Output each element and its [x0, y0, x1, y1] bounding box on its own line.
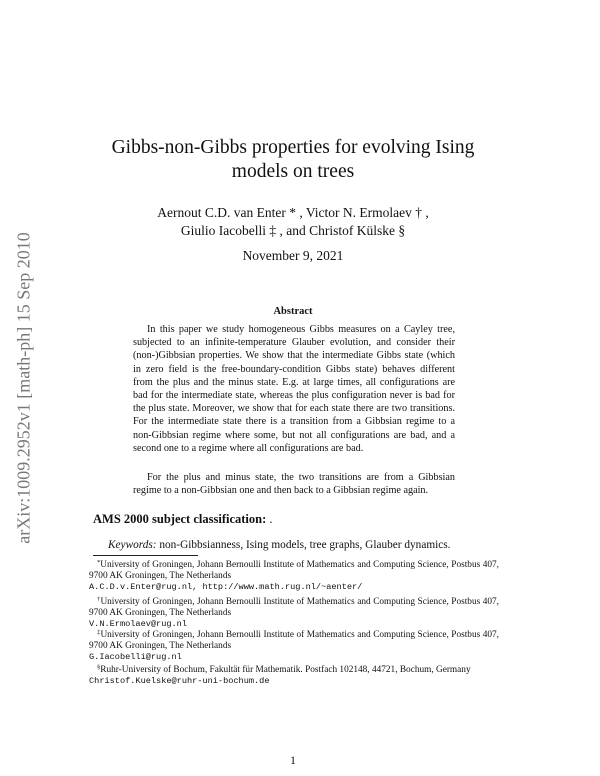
footnote-affiliation: University of Groningen, Johann Bernoulli Institute of Mathematics and Computing Science, Postbus 407, 9700 AK Groningen, The Netherlands	[89, 560, 499, 582]
footnote-contact[interactable]: G.Iacobelli@rug.nl	[89, 652, 182, 663]
ams-classification	[93, 512, 273, 527]
keywords	[108, 539, 451, 551]
keywords-value: non-Gibbsianness, Ising models, tree graphs, Glauber dynamics.	[159, 539, 451, 551]
abstract-paragraph-1: In this paper we study homogeneous Gibbs measures on a Cayley tree, subjected to an infinite-temperature Glauber evolution, and consider their (non-)Gibbsian properties. We show that the intermediate Gibbs state (which in zero field is the free-boundary-condition Gibbs state) behaves different from the plus and the minus state. E.g. at large times, all configurations are bad for the intermediate state, whereas the plus configuration never is bad for the plus state. Moreover, we show that for each state there are two transitions. For the intermediate state there is a transition from a Gibbsian regime to a non-Gibbsian regime where some, but not all configurations are bad, and a second one to a regime where all configurations are bad.	[133, 324, 455, 454]
abstract-paragraph-2: For the plus and minus state, the two transitions are from a Gibbsian regime to a non-Gibbsian one and then back to a Gibbsian regime again.	[133, 472, 455, 497]
page-number: 1	[290, 753, 296, 767]
footnote-mark: †	[97, 596, 101, 603]
footnote-contact[interactable]: A.C.D.v.Enter@rug.nl, http://www.math.rug.nl/~aenter/	[89, 582, 363, 593]
footnote-affiliation: University of Groningen, Johann Bernoulli Institute of Mathematics and Computing Science, Postbus 407, 9700 AK Groningen, The Netherlands	[89, 630, 500, 652]
paper-date: November 9, 2021	[242, 248, 344, 263]
footnote-mark: *	[97, 559, 101, 566]
footnote-mark: §	[97, 664, 101, 671]
footnote-contact[interactable]: Christof.Kuelske@ruhr-uni-bochum.de	[89, 676, 270, 687]
ams-value: .	[269, 512, 273, 526]
author-line-2: Giulio Iacobelli ‡ , and Christof Külske §	[180, 223, 406, 238]
arxiv-id: arXiv:1009.2952v1 [math-ph] 15 Sep 2010	[13, 232, 34, 544]
paper-title: Gibbs-non-Gibbs properties for evolving Ising models on trees	[111, 137, 475, 182]
footnote-2	[89, 597, 499, 631]
footnote-mark: ‡	[97, 629, 101, 636]
footnote-rule	[93, 555, 198, 556]
keywords-label: Keywords:	[108, 539, 157, 551]
footnote-affiliation: University of Groningen, Johann Bernoulli Institute of Mathematics and Computing Science, Postbus 407, 9700 AK Groningen, The Netherlands	[89, 597, 500, 619]
footnote-3	[89, 630, 499, 664]
footnote-1	[89, 560, 499, 594]
author-line-1: Aernout C.D. van Enter * , Victor N. Ermolaev † ,	[157, 205, 429, 220]
footnote-affiliation: Ruhr-University of Bochum, Fakultät für Mathematik. Postfach 102148, 44721, Bochum, Germany	[100, 665, 471, 675]
footnote-contact[interactable]: V.N.Ermolaev@rug.nl	[89, 619, 187, 630]
author-list	[100, 204, 486, 240]
abstract-heading: Abstract	[273, 306, 313, 317]
footnote-4	[89, 665, 499, 687]
ams-label: AMS 2000 subject classification:	[93, 512, 267, 526]
